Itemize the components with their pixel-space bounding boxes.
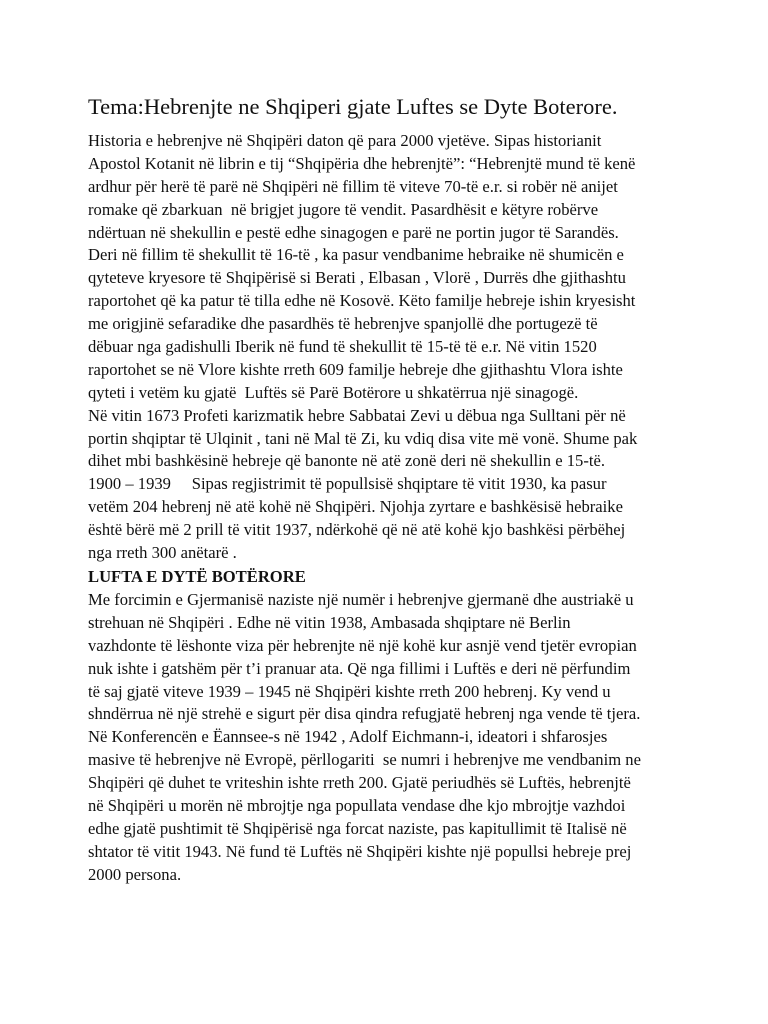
text-line: ardhur për herë të parë në Shqipëri në fillim të viteve 70-të e.r. si robër në anijet [88,176,618,196]
text-line: në Shqipëri u morën në mbrojtje nga popullata vendase dhe kjo mbrojtje vazhdoi [88,796,626,816]
text-line: me origjinë sefaradike dhe pasardhës të hebrenjve spanjollë dhe portugezë të [88,314,598,334]
section-heading: LUFTA E DYTË BOTËRORE [88,567,306,586]
text-line: qyteti i vetëm ku gjatë Luftës së Parë Botërore u shkatërrua një sinagogë. [88,382,579,402]
text-line: 2000 persona. [88,864,182,884]
text-line: është bërë më 2 prill të vitit 1937, ndërkohë që në atë kohë kjo bashkësi përbëhej [88,520,626,540]
text-line: qyteteve kryesore të Shqipërisë si Berati , Elbasan , Vlorë , Durrës dhe gjithashtu [88,268,626,288]
document-title: Tema:Hebrenjte ne Shqiperi gjate Luftes se Dyte Boterore. [88,94,618,119]
paragraph-world-war-two [88,589,641,887]
text-line: portin shqiptar të Ulqinit , tani në Mal të Zi, ku vdiq disa vite më vonë. Shume pak [88,428,638,448]
text-line: nuk ishte i gatshëm për t’i pranuar ata. Që nga fillimi i Luftës e deri në përfundim [88,658,631,678]
text-line: dihet mbi bashkësinë hebreje që banonte në atë zonë deri në shekullin e 15-të. [88,451,605,471]
text-line: edhe gjatë pushtimit të Shqipërisë nga forcat naziste, pas kapitullimit të Italisë në [88,818,627,838]
text-line: masive të hebrenjve në Evropë, përllogariti se numri i hebrenjve me vendbanim ne [88,750,641,770]
text-line: shtator të vitit 1943. Në fund të Luftës në Shqipëri kishte një popullsi hebreje prej [88,841,632,861]
text-line: romake që zbarkuan në brigjet jugore të vendit. Pasardhësit e këtyre robërve [88,199,599,219]
paragraph-history [88,130,637,565]
text-line: raportohet se në Vlore kishte rreth 609 familje hebreje dhe gjithashtu Vlora ishte [88,359,623,379]
text-line: strehuan në Shqipëri . Edhe në vitin 1938, Ambasada shqiptare në Berlin [88,612,571,632]
text-line: raportohet që ka patur të tilla edhe në Kosovë. Këto familje hebreje ishin kryesisht [88,291,636,311]
text-line: Në vitin 1673 Profeti karizmatik hebre Sabbatai Zevi u dëbua nga Sulltani për në [88,405,626,425]
text-line: Apostol Kotanit në librin e tij “Shqipëria dhe hebrenjtë”: “Hebrenjtë mund të kenë [88,153,636,173]
text-line: të saj gjatë viteve 1939 – 1945 në Shqipëri kishte rreth 200 hebrenj. Ky vend u [88,681,611,701]
text-line: vetëm 204 hebrenj në atë kohë në Shqipëri. Njohja zyrtare e bashkësisë hebraike [88,497,623,517]
text-line: 1900 – 1939 Sipas regjistrimit të popullsisë shqiptare të vitit 1930, ka pasur [88,474,607,494]
text-line: shndërrua në një strehë e sigurt për disa qindra refugjatë hebrenj nga vende të tjera. [88,704,641,724]
text-line: dëbuar nga gadishulli Iberik në fund të shekullit të 15-të të e.r. Në vitin 1520 [88,337,597,357]
text-line: nga rreth 300 anëtarë . [88,543,237,563]
text-line: ndërtuan në shekullin e pestë edhe sinagogen e parë ne portin jugor të Sarandës. [88,222,619,242]
text-line: Deri në fillim të shekullit të 16-të , ka pasur vendbanime hebraike në shumicën e [88,245,624,265]
text-line: Në Konferencën e Ëannsee-s në 1942 , Adolf Eichmann-i, ideatori i shfarosjes [88,727,608,747]
text-line: vazhdonte të lëshonte viza për hebrenjte në një kohë kur asnjë vend tjetër evropian [88,635,637,655]
text-line: Shqipëri që duhet te vriteshin ishte rreth 200. Gjatë periudhës së Luftës, hebrenjtë [88,773,631,793]
text-line: Me forcimin e Gjermanisë naziste një numër i hebrenjve gjermanë dhe austriakë u [88,590,634,609]
text-line: Historia e hebrenjve në Shqipëri daton që para 2000 vjetëve. Sipas historianit [88,131,602,150]
